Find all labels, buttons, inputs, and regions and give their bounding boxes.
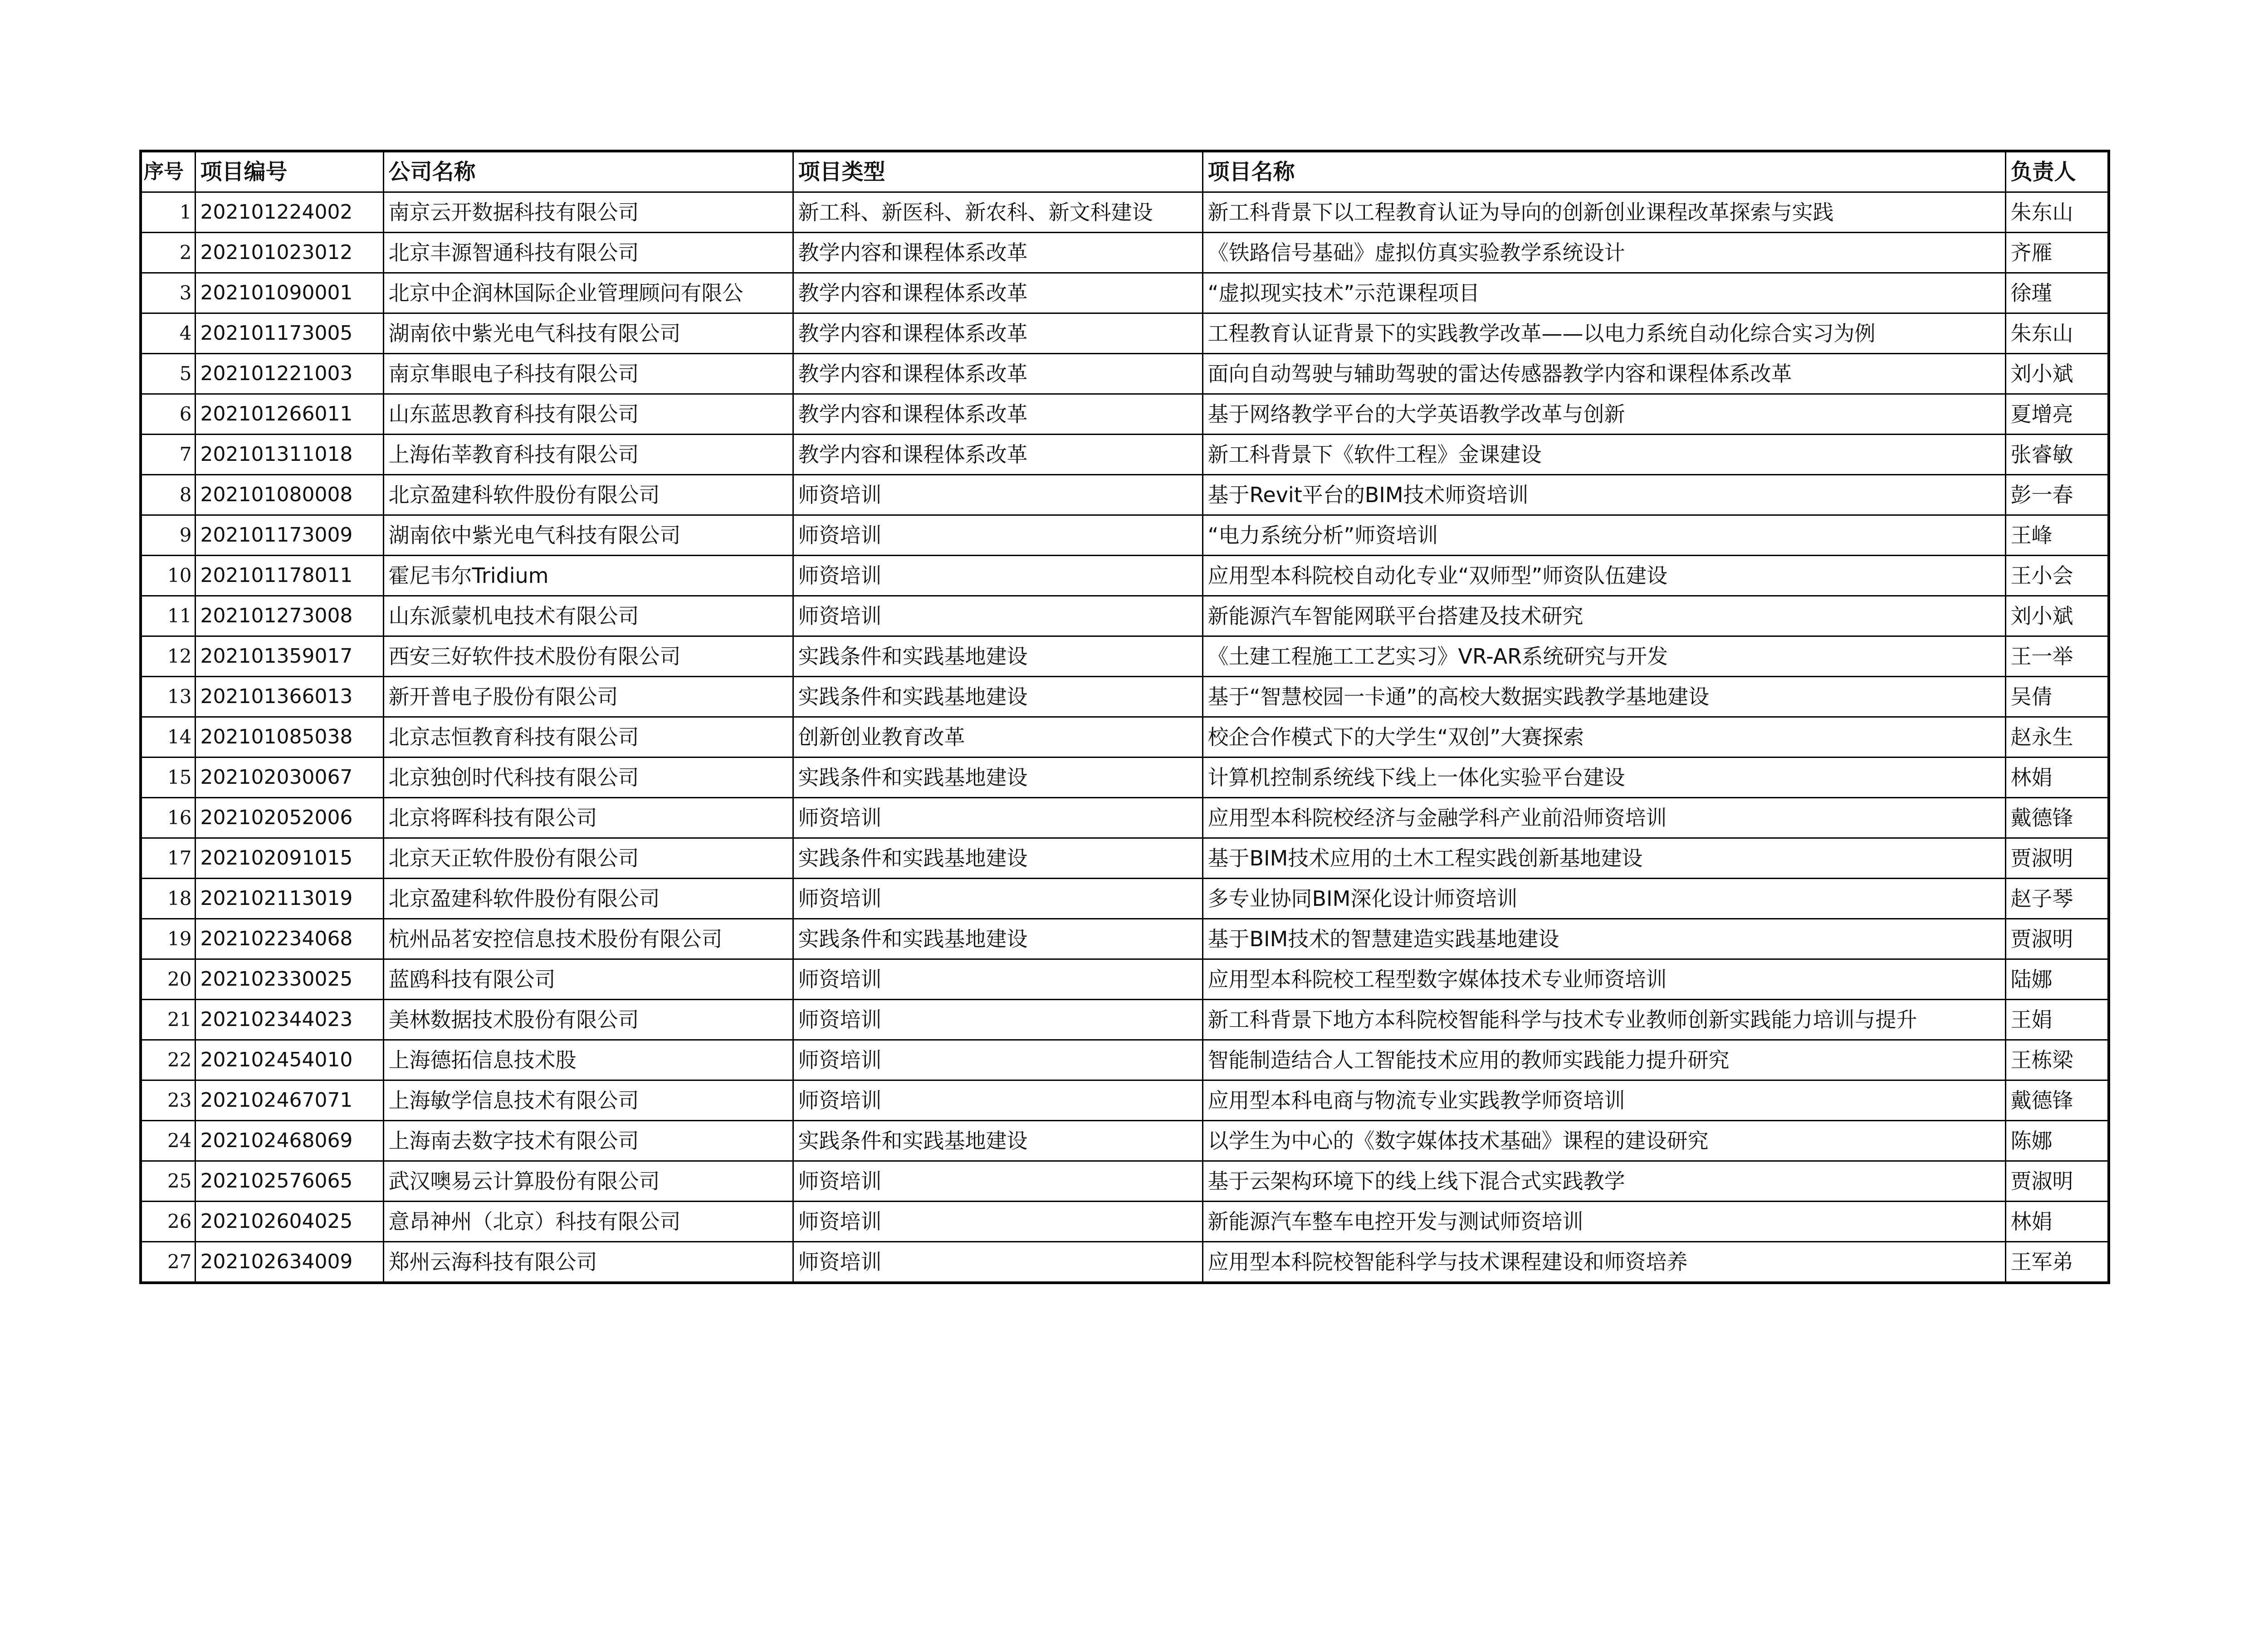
cell-project-type: 教学内容和课程体系改革 bbox=[793, 313, 1202, 354]
cell-lead: 刘小斌 bbox=[2005, 596, 2109, 636]
cell-project-code: 202102604025 bbox=[195, 1202, 383, 1242]
cell-project-type: 实践条件和实践基地建设 bbox=[793, 757, 1202, 798]
cell-project-name: 基于云架构环境下的线上线下混合式实践教学 bbox=[1202, 1161, 2005, 1202]
cell-company: 武汉噢易云计算股份有限公司 bbox=[383, 1161, 793, 1202]
table-row bbox=[141, 1000, 2109, 1040]
table-row bbox=[141, 556, 2109, 596]
cell-project-name: 《土建工程施工工艺实习》VR-AR系统研究与开发 bbox=[1202, 636, 2005, 677]
cell-project-code: 202102467071 bbox=[195, 1080, 383, 1121]
cell-project-type: 师资培训 bbox=[793, 556, 1202, 596]
cell-project-type: 师资培训 bbox=[793, 879, 1202, 919]
cell-project-type: 师资培训 bbox=[793, 475, 1202, 515]
cell-project-code: 202102344023 bbox=[195, 1000, 383, 1040]
cell-project-code: 202101221003 bbox=[195, 354, 383, 394]
cell-lead: 贾淑明 bbox=[2005, 1161, 2109, 1202]
cell-project-type: 师资培训 bbox=[793, 1080, 1202, 1121]
cell-seq: 15 bbox=[141, 757, 195, 798]
cell-project-name: 新工科背景下以工程教育认证为导向的创新创业课程改革探索与实践 bbox=[1202, 192, 2005, 233]
cell-project-type: 师资培训 bbox=[793, 959, 1202, 1000]
cell-company: 郑州云海科技有限公司 bbox=[383, 1242, 793, 1283]
table-body bbox=[141, 192, 2109, 1283]
cell-company: 北京天正软件股份有限公司 bbox=[383, 838, 793, 879]
cell-company: 意昂神州（北京）科技有限公司 bbox=[383, 1202, 793, 1242]
cell-company: 北京盈建科软件股份有限公司 bbox=[383, 879, 793, 919]
cell-project-type: 师资培训 bbox=[793, 1040, 1202, 1080]
cell-seq: 23 bbox=[141, 1080, 195, 1121]
cell-project-type: 师资培训 bbox=[793, 1242, 1202, 1283]
header-company: 公司名称 bbox=[383, 151, 793, 192]
cell-seq: 5 bbox=[141, 354, 195, 394]
cell-project-code: 202102030067 bbox=[195, 757, 383, 798]
cell-project-type: 新工科、新医科、新农科、新文科建设 bbox=[793, 192, 1202, 233]
table-row bbox=[141, 636, 2109, 677]
table-row bbox=[141, 596, 2109, 636]
cell-company: 湖南依中紫光电气科技有限公司 bbox=[383, 313, 793, 354]
cell-lead: 王军弟 bbox=[2005, 1242, 2109, 1283]
cell-seq: 7 bbox=[141, 435, 195, 475]
cell-seq: 22 bbox=[141, 1040, 195, 1080]
cell-lead: 戴德锋 bbox=[2005, 798, 2109, 838]
cell-seq: 6 bbox=[141, 394, 195, 435]
cell-lead: 刘小斌 bbox=[2005, 354, 2109, 394]
cell-seq: 25 bbox=[141, 1161, 195, 1202]
cell-lead: 彭一春 bbox=[2005, 475, 2109, 515]
table-row bbox=[141, 838, 2109, 879]
table-row bbox=[141, 677, 2109, 717]
cell-company: 上海敏学信息技术有限公司 bbox=[383, 1080, 793, 1121]
cell-project-name: 应用型本科院校智能科学与技术课程建设和师资培养 bbox=[1202, 1242, 2005, 1283]
cell-company: 北京丰源智通科技有限公司 bbox=[383, 233, 793, 273]
cell-project-name: 基于Revit平台的BIM技术师资培训 bbox=[1202, 475, 2005, 515]
cell-seq: 18 bbox=[141, 879, 195, 919]
cell-project-code: 202102330025 bbox=[195, 959, 383, 1000]
cell-project-type: 教学内容和课程体系改革 bbox=[793, 435, 1202, 475]
cell-project-name: 新工科背景下《软件工程》金课建设 bbox=[1202, 435, 2005, 475]
table-row bbox=[141, 1242, 2109, 1283]
cell-seq: 27 bbox=[141, 1242, 195, 1283]
cell-lead: 陈娜 bbox=[2005, 1121, 2109, 1161]
cell-seq: 13 bbox=[141, 677, 195, 717]
cell-project-type: 教学内容和课程体系改革 bbox=[793, 233, 1202, 273]
cell-project-type: 实践条件和实践基地建设 bbox=[793, 919, 1202, 959]
cell-lead: 林娟 bbox=[2005, 1202, 2109, 1242]
cell-company: 南京隼眼电子科技有限公司 bbox=[383, 354, 793, 394]
cell-lead: 王栋梁 bbox=[2005, 1040, 2109, 1080]
cell-company: 湖南依中紫光电气科技有限公司 bbox=[383, 515, 793, 556]
cell-project-name: 应用型本科院校工程型数字媒体技术专业师资培训 bbox=[1202, 959, 2005, 1000]
cell-project-code: 202102454010 bbox=[195, 1040, 383, 1080]
cell-project-code: 202101085038 bbox=[195, 717, 383, 757]
cell-project-code: 202101178011 bbox=[195, 556, 383, 596]
table-row bbox=[141, 233, 2109, 273]
cell-company: 北京盈建科软件股份有限公司 bbox=[383, 475, 793, 515]
cell-company: 南京云开数据科技有限公司 bbox=[383, 192, 793, 233]
cell-lead: 王一举 bbox=[2005, 636, 2109, 677]
cell-project-code: 202101090001 bbox=[195, 273, 383, 313]
cell-lead: 朱东山 bbox=[2005, 313, 2109, 354]
cell-company: 蓝鸥科技有限公司 bbox=[383, 959, 793, 1000]
cell-company: 山东蓝思教育科技有限公司 bbox=[383, 394, 793, 435]
cell-lead: 张睿敏 bbox=[2005, 435, 2109, 475]
cell-project-name: 新能源汽车整车电控开发与测试师资培训 bbox=[1202, 1202, 2005, 1242]
cell-project-name: 《铁路信号基础》虚拟仿真实验教学系统设计 bbox=[1202, 233, 2005, 273]
cell-project-type: 师资培训 bbox=[793, 798, 1202, 838]
table-row bbox=[141, 475, 2109, 515]
cell-project-code: 202101224002 bbox=[195, 192, 383, 233]
cell-project-type: 师资培训 bbox=[793, 596, 1202, 636]
cell-project-code: 202101080008 bbox=[195, 475, 383, 515]
cell-company: 上海南去数字技术有限公司 bbox=[383, 1121, 793, 1161]
cell-company: 上海佑莘教育科技有限公司 bbox=[383, 435, 793, 475]
cell-project-type: 师资培训 bbox=[793, 515, 1202, 556]
cell-company: 西安三好软件技术股份有限公司 bbox=[383, 636, 793, 677]
cell-project-name: 计算机控制系统线下线上一体化实验平台建设 bbox=[1202, 757, 2005, 798]
cell-lead: 王峰 bbox=[2005, 515, 2109, 556]
cell-project-name: 基于BIM技术的智慧建造实践基地建设 bbox=[1202, 919, 2005, 959]
project-table bbox=[139, 150, 2110, 1284]
cell-company: 北京将晖科技有限公司 bbox=[383, 798, 793, 838]
cell-lead: 贾淑明 bbox=[2005, 919, 2109, 959]
header-name: 项目名称 bbox=[1202, 151, 2005, 192]
cell-project-name: 工程教育认证背景下的实践教学改革——以电力系统自动化综合实习为例 bbox=[1202, 313, 2005, 354]
cell-project-name: 智能制造结合人工智能技术应用的教师实践能力提升研究 bbox=[1202, 1040, 2005, 1080]
cell-project-code: 202101173009 bbox=[195, 515, 383, 556]
cell-lead: 陆娜 bbox=[2005, 959, 2109, 1000]
cell-project-name: 应用型本科院校经济与金融学科产业前沿师资培训 bbox=[1202, 798, 2005, 838]
table-row bbox=[141, 919, 2109, 959]
cell-company: 美林数据技术股份有限公司 bbox=[383, 1000, 793, 1040]
cell-seq: 8 bbox=[141, 475, 195, 515]
cell-project-name: 新工科背景下地方本科院校智能科学与技术专业教师创新实践能力培训与提升 bbox=[1202, 1000, 2005, 1040]
cell-seq: 2 bbox=[141, 233, 195, 273]
cell-project-code: 202102052006 bbox=[195, 798, 383, 838]
cell-project-name: 多专业协同BIM深化设计师资培训 bbox=[1202, 879, 2005, 919]
cell-project-code: 202102091015 bbox=[195, 838, 383, 879]
cell-project-type: 实践条件和实践基地建设 bbox=[793, 838, 1202, 879]
cell-lead: 林娟 bbox=[2005, 757, 2109, 798]
cell-project-name: 应用型本科电商与物流专业实践教学师资培训 bbox=[1202, 1080, 2005, 1121]
cell-project-name: 基于网络教学平台的大学英语教学改革与创新 bbox=[1202, 394, 2005, 435]
table-row bbox=[141, 192, 2109, 233]
cell-project-code: 202101366013 bbox=[195, 677, 383, 717]
cell-seq: 14 bbox=[141, 717, 195, 757]
cell-project-code: 202102576065 bbox=[195, 1161, 383, 1202]
table-row bbox=[141, 1040, 2109, 1080]
header-code: 项目编号 bbox=[195, 151, 383, 192]
cell-lead: 朱东山 bbox=[2005, 192, 2109, 233]
cell-lead: 徐瑾 bbox=[2005, 273, 2109, 313]
cell-lead: 王小会 bbox=[2005, 556, 2109, 596]
cell-seq: 12 bbox=[141, 636, 195, 677]
cell-project-code: 202101359017 bbox=[195, 636, 383, 677]
cell-lead: 齐雁 bbox=[2005, 233, 2109, 273]
cell-project-name: 以学生为中心的《数字媒体技术基础》课程的建设研究 bbox=[1202, 1121, 2005, 1161]
cell-project-name: 新能源汽车智能网联平台搭建及技术研究 bbox=[1202, 596, 2005, 636]
table-row bbox=[141, 435, 2109, 475]
cell-project-name: 基于BIM技术应用的土木工程实践创新基地建设 bbox=[1202, 838, 2005, 879]
cell-project-code: 202101266011 bbox=[195, 394, 383, 435]
table-row bbox=[141, 717, 2109, 757]
cell-project-type: 师资培训 bbox=[793, 1202, 1202, 1242]
table-row bbox=[141, 1121, 2109, 1161]
cell-project-code: 202102113019 bbox=[195, 879, 383, 919]
cell-project-name: “电力系统分析”师资培训 bbox=[1202, 515, 2005, 556]
table-row bbox=[141, 959, 2109, 1000]
header-lead: 负责人 bbox=[2005, 151, 2109, 192]
cell-seq: 1 bbox=[141, 192, 195, 233]
cell-project-type: 教学内容和课程体系改革 bbox=[793, 273, 1202, 313]
cell-project-code: 202101023012 bbox=[195, 233, 383, 273]
table-row bbox=[141, 798, 2109, 838]
cell-project-code: 202102634009 bbox=[195, 1242, 383, 1283]
table-row bbox=[141, 354, 2109, 394]
cell-project-code: 202102468069 bbox=[195, 1121, 383, 1161]
cell-seq: 16 bbox=[141, 798, 195, 838]
cell-company: 山东派蒙机电技术有限公司 bbox=[383, 596, 793, 636]
cell-project-name: “虚拟现实技术”示范课程项目 bbox=[1202, 273, 2005, 313]
cell-project-code: 202101173005 bbox=[195, 313, 383, 354]
table-row bbox=[141, 1080, 2109, 1121]
cell-project-name: 应用型本科院校自动化专业“双师型”师资队伍建设 bbox=[1202, 556, 2005, 596]
cell-company: 北京独创时代科技有限公司 bbox=[383, 757, 793, 798]
cell-project-type: 师资培训 bbox=[793, 1000, 1202, 1040]
header-seq: 序号 bbox=[141, 151, 195, 192]
cell-lead: 赵子琴 bbox=[2005, 879, 2109, 919]
table-header bbox=[141, 151, 2109, 192]
cell-seq: 19 bbox=[141, 919, 195, 959]
cell-project-name: 面向自动驾驶与辅助驾驶的雷达传感器教学内容和课程体系改革 bbox=[1202, 354, 2005, 394]
cell-seq: 11 bbox=[141, 596, 195, 636]
cell-project-type: 创新创业教育改革 bbox=[793, 717, 1202, 757]
cell-project-code: 202101311018 bbox=[195, 435, 383, 475]
cell-project-type: 教学内容和课程体系改革 bbox=[793, 354, 1202, 394]
cell-company: 北京志恒教育科技有限公司 bbox=[383, 717, 793, 757]
cell-project-code: 202101273008 bbox=[195, 596, 383, 636]
cell-lead: 贾淑明 bbox=[2005, 838, 2109, 879]
cell-company: 北京中企润林国际企业管理顾问有限公 bbox=[383, 273, 793, 313]
cell-project-name: 校企合作模式下的大学生“双创”大赛探索 bbox=[1202, 717, 2005, 757]
cell-project-type: 实践条件和实践基地建设 bbox=[793, 1121, 1202, 1161]
cell-project-name: 基于“智慧校园一卡通”的高校大数据实践教学基地建设 bbox=[1202, 677, 2005, 717]
cell-seq: 17 bbox=[141, 838, 195, 879]
cell-company: 上海德拓信息技术股 bbox=[383, 1040, 793, 1080]
cell-seq: 21 bbox=[141, 1000, 195, 1040]
cell-seq: 10 bbox=[141, 556, 195, 596]
cell-seq: 24 bbox=[141, 1121, 195, 1161]
cell-project-type: 实践条件和实践基地建设 bbox=[793, 677, 1202, 717]
table-row bbox=[141, 515, 2109, 556]
cell-lead: 夏增亮 bbox=[2005, 394, 2109, 435]
cell-seq: 20 bbox=[141, 959, 195, 1000]
cell-project-type: 师资培训 bbox=[793, 1161, 1202, 1202]
table-row bbox=[141, 757, 2109, 798]
cell-company: 杭州品茗安控信息技术股份有限公司 bbox=[383, 919, 793, 959]
cell-seq: 26 bbox=[141, 1202, 195, 1242]
table-row bbox=[141, 394, 2109, 435]
table-row bbox=[141, 273, 2109, 313]
table-row bbox=[141, 1202, 2109, 1242]
cell-lead: 吴倩 bbox=[2005, 677, 2109, 717]
cell-project-code: 202102234068 bbox=[195, 919, 383, 959]
cell-seq: 3 bbox=[141, 273, 195, 313]
header-type: 项目类型 bbox=[793, 151, 1202, 192]
table-row bbox=[141, 879, 2109, 919]
cell-lead: 赵永生 bbox=[2005, 717, 2109, 757]
table-row bbox=[141, 313, 2109, 354]
cell-seq: 9 bbox=[141, 515, 195, 556]
cell-lead: 王娟 bbox=[2005, 1000, 2109, 1040]
cell-project-type: 实践条件和实践基地建设 bbox=[793, 636, 1202, 677]
table-row bbox=[141, 1161, 2109, 1202]
cell-company: 新开普电子股份有限公司 bbox=[383, 677, 793, 717]
cell-seq: 4 bbox=[141, 313, 195, 354]
cell-lead: 戴德锋 bbox=[2005, 1080, 2109, 1121]
header-row bbox=[141, 151, 2109, 192]
cell-company: 霍尼韦尔Tridium bbox=[383, 556, 793, 596]
cell-project-type: 教学内容和课程体系改革 bbox=[793, 394, 1202, 435]
